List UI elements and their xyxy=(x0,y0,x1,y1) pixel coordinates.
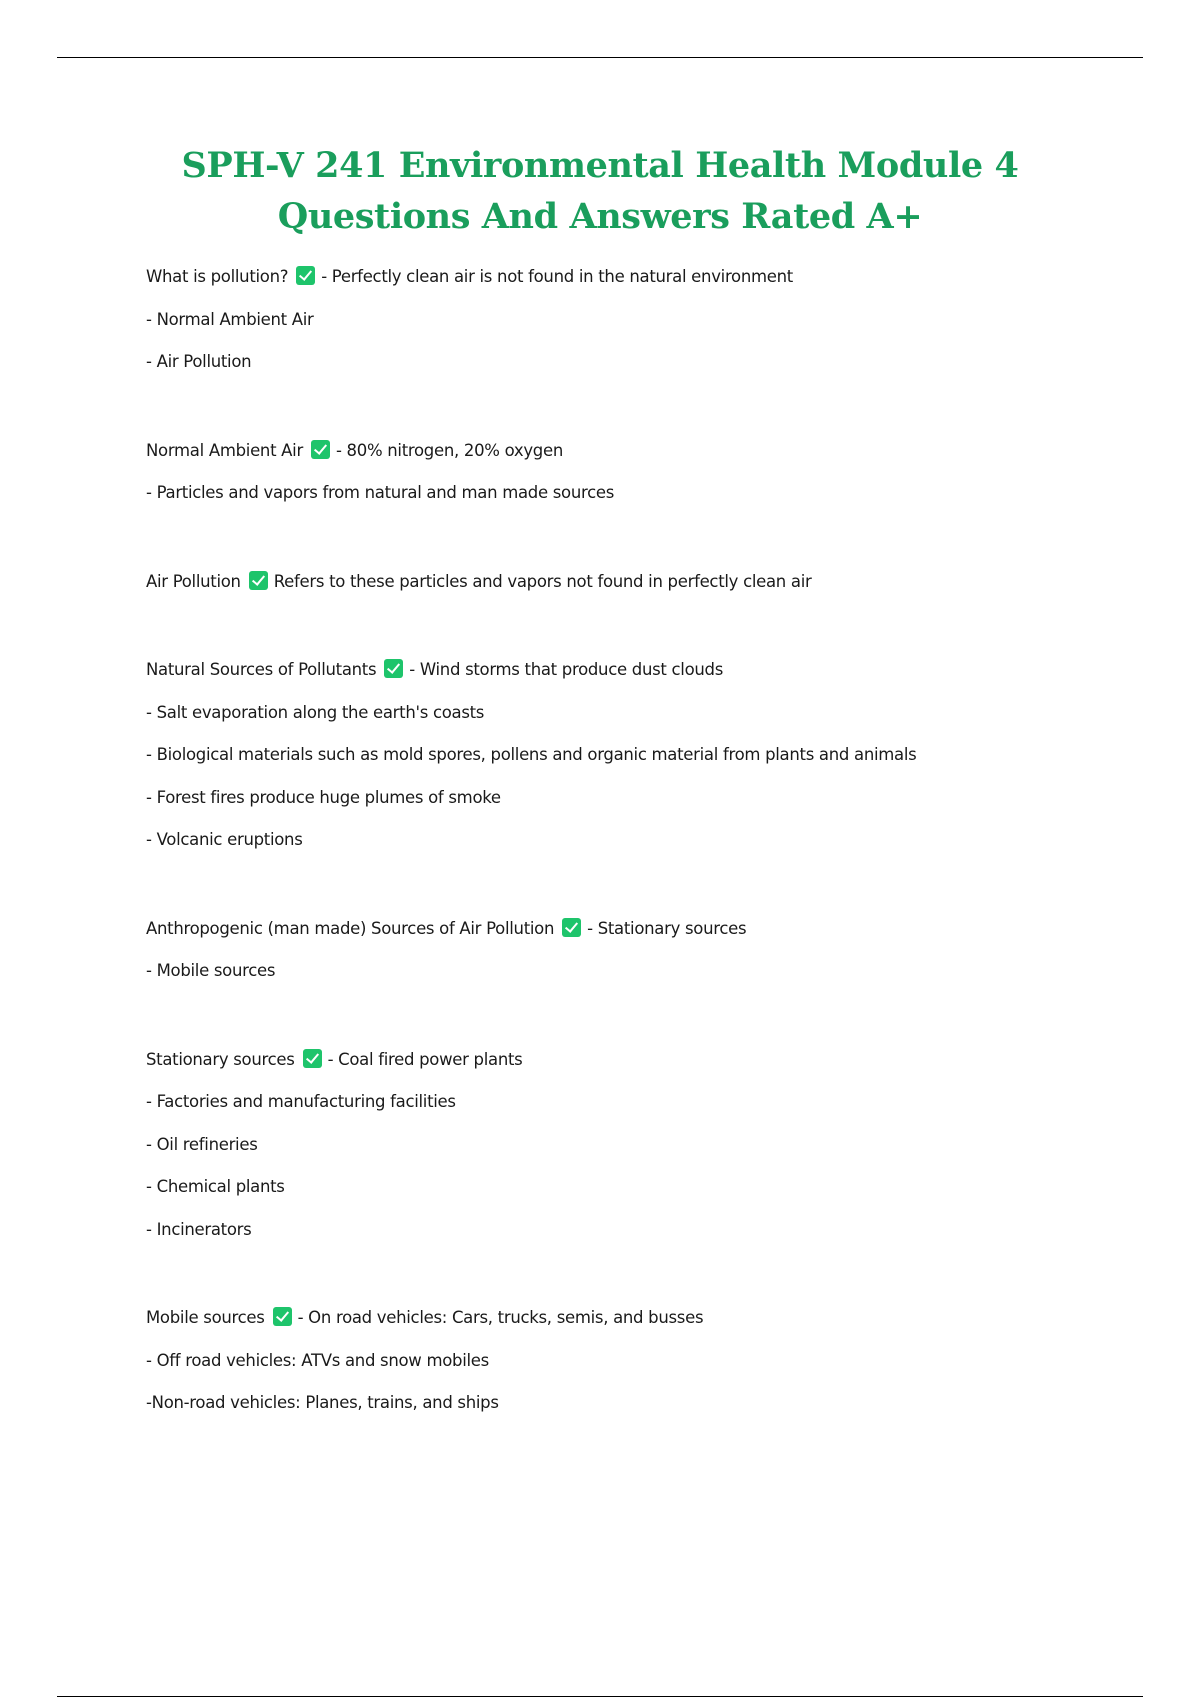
answer-line: - Air Pollution xyxy=(146,352,252,371)
question-text: What is pollution? xyxy=(146,267,289,286)
qa-item xyxy=(146,908,1146,993)
answer-text: - On road vehicles: Cars, trucks, semis, and busses xyxy=(297,1308,704,1327)
answer-text: - Stationary sources xyxy=(587,918,747,938)
header-rule xyxy=(57,57,1143,58)
answer-line: - Oil refineries xyxy=(146,1134,258,1154)
answer-text: - Wind storms that produce dust clouds xyxy=(409,660,724,679)
answer-line: - Normal Ambient Air xyxy=(146,309,314,329)
check-icon xyxy=(273,1307,292,1326)
answer-line: - Off road vehicles: ATVs and snow mobiles xyxy=(146,1350,489,1370)
answer-text: - Perfectly clean air is not found in the natural environment xyxy=(321,267,793,286)
question-text: Air Pollution xyxy=(146,571,241,591)
question-text: Mobile sources xyxy=(146,1308,265,1327)
answer-line: - Volcanic eruptions xyxy=(146,830,303,849)
check-icon xyxy=(296,266,315,285)
answer-line: - Factories and manufacturing facilities xyxy=(146,1092,456,1111)
qa-item xyxy=(146,256,1146,384)
answer-text: - Coal fired power plants xyxy=(327,1049,523,1069)
answer-line: - Salt evaporation along the earth's coasts xyxy=(146,702,485,722)
answer-text: - 80% nitrogen, 20% oxygen xyxy=(335,440,563,460)
footer-rule xyxy=(57,1696,1143,1697)
qa-item xyxy=(146,430,1146,515)
question-text: Normal Ambient Air xyxy=(146,440,303,460)
document-title: SPH-V 241 Environmental Health Module 4 Questions And Answers Rated A+ xyxy=(181,145,1019,237)
answer-line: - Biological materials such as mold spores, pollens and organic material from plants and animals xyxy=(146,745,917,764)
qa-question-line xyxy=(146,1039,1146,1082)
answer-line: -Non-road vehicles: Planes, trains, and ships xyxy=(146,1393,499,1412)
check-icon xyxy=(311,440,330,459)
answer-line: - Chemical plants xyxy=(146,1177,285,1196)
question-text: Natural Sources of Pollutants xyxy=(146,660,377,679)
answer-text: Refers to these particles and vapors not found in perfectly clean air xyxy=(273,571,812,591)
qa-question-line xyxy=(146,430,1146,473)
answer-line: - Particles and vapors from natural and man made sources xyxy=(146,483,615,502)
question-text: Stationary sources xyxy=(146,1049,295,1069)
qa-question-line xyxy=(146,256,1146,299)
qa-item xyxy=(146,561,1146,604)
qa-item xyxy=(146,649,1146,862)
qa-item xyxy=(146,1297,1146,1425)
answer-line: - Incinerators xyxy=(146,1219,252,1239)
qa-list xyxy=(146,256,1146,1471)
qa-question-line xyxy=(146,908,1146,951)
answer-line: - Mobile sources xyxy=(146,961,276,980)
question-text: Anthropogenic (man made) Sources of Air Pollution xyxy=(146,918,555,938)
qa-item xyxy=(146,1039,1146,1252)
answer-line: - Forest fires produce huge plumes of smoke xyxy=(146,787,501,807)
check-icon xyxy=(303,1049,322,1068)
check-icon xyxy=(249,571,268,590)
qa-question-line xyxy=(146,1297,1146,1340)
check-icon xyxy=(562,918,581,937)
check-icon xyxy=(384,659,403,678)
qa-question-line xyxy=(146,649,1146,692)
qa-question-line xyxy=(146,561,1146,604)
